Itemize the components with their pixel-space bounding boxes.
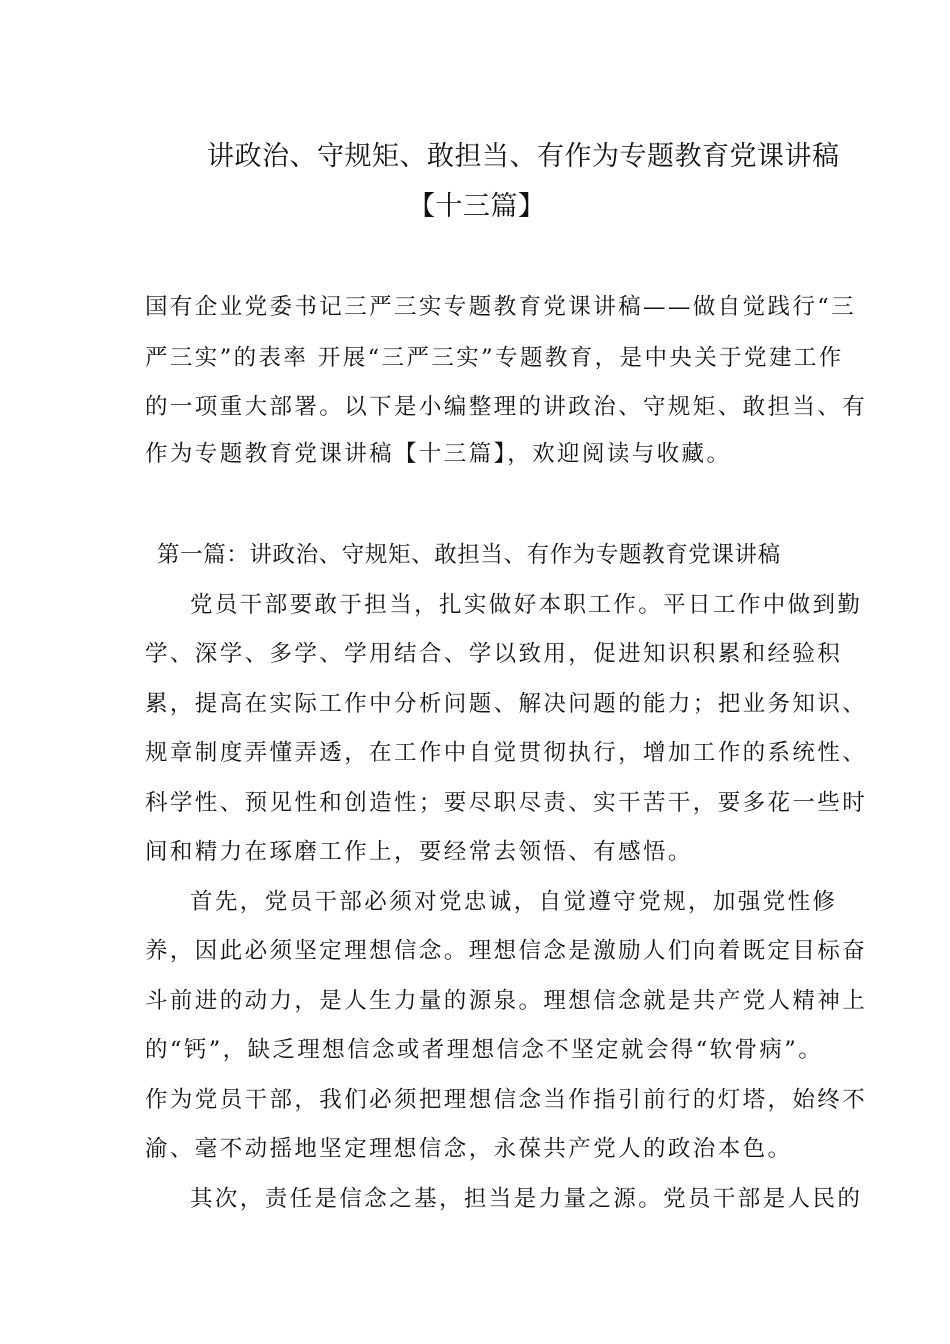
intro-line: 国有企业党委书记三严三实专题教育党课讲稿——做自觉践行“三 bbox=[145, 294, 857, 320]
paragraph-line: 斗前进的动力，是人生力量的源泉。理想信念就是共产党人精神上 bbox=[145, 988, 868, 1014]
paragraph-line: 间和精力在琢磨工作上，要经常去领悟、有感悟。 bbox=[145, 839, 693, 865]
paragraph-line: 渝、毫不动摇地坚定理想信念，永葆共产党人的政治本色。 bbox=[145, 1136, 793, 1162]
paragraph-line: 党员干部要敢于担当，扎实做好本职工作。平日工作中做到勤 bbox=[190, 592, 863, 618]
paragraph-line: 规章制度弄懂弄透，在工作中自觉贯彻执行，增加工作的系统性、 bbox=[145, 740, 868, 766]
paragraph-line: 作为党员干部，我们必须把理想信念当作指引前行的灯塔，始终不 bbox=[145, 1087, 868, 1113]
paragraph-line: 科学性、预见性和创造性；要尽职尽责、实干苦干，要多花一些时 bbox=[145, 790, 868, 816]
paragraph-line: 学、深学、多学、学用结合、学以致用，促进知识积累和经验积 bbox=[145, 641, 843, 667]
intro-line: 严三实”的表率 开展“三严三实”专题教育，是中央关于党建工作 bbox=[145, 345, 844, 371]
document-title-line-1: 讲政治、守规矩、敢担当、有作为专题教育党课讲稿 bbox=[207, 141, 840, 172]
document-title-line-2: 【十三篇】 bbox=[408, 191, 546, 222]
paragraph-line: 首先，党员干部必须对党忠诚，自觉遵守党规，加强党性修 bbox=[190, 889, 838, 915]
paragraph-line: 累，提高在实际工作中分析问题、解决问题的能力；把业务知识、 bbox=[145, 691, 868, 717]
paragraph-line: 养，因此必须坚定理想信念。理想信念是激励人们向着既定目标奋 bbox=[145, 938, 868, 964]
intro-line: 的一项重大部署。以下是小编整理的讲政治、守规矩、敢担当、有 bbox=[145, 394, 868, 420]
section-heading: 第一篇：讲政治、守规矩、敢担当、有作为专题教育党课讲稿 bbox=[157, 542, 781, 568]
paragraph-line: 其次，责任是信念之基，担当是力量之源。党员干部是人民的 bbox=[190, 1186, 863, 1212]
paragraph-line: 的“钙”，缺乏理想信念或者理想信念不坚定就会得“软骨病”。 bbox=[145, 1037, 824, 1063]
intro-line: 作为专题教育党课讲稿【十三篇】，欢迎阅读与收藏。 bbox=[145, 441, 732, 467]
